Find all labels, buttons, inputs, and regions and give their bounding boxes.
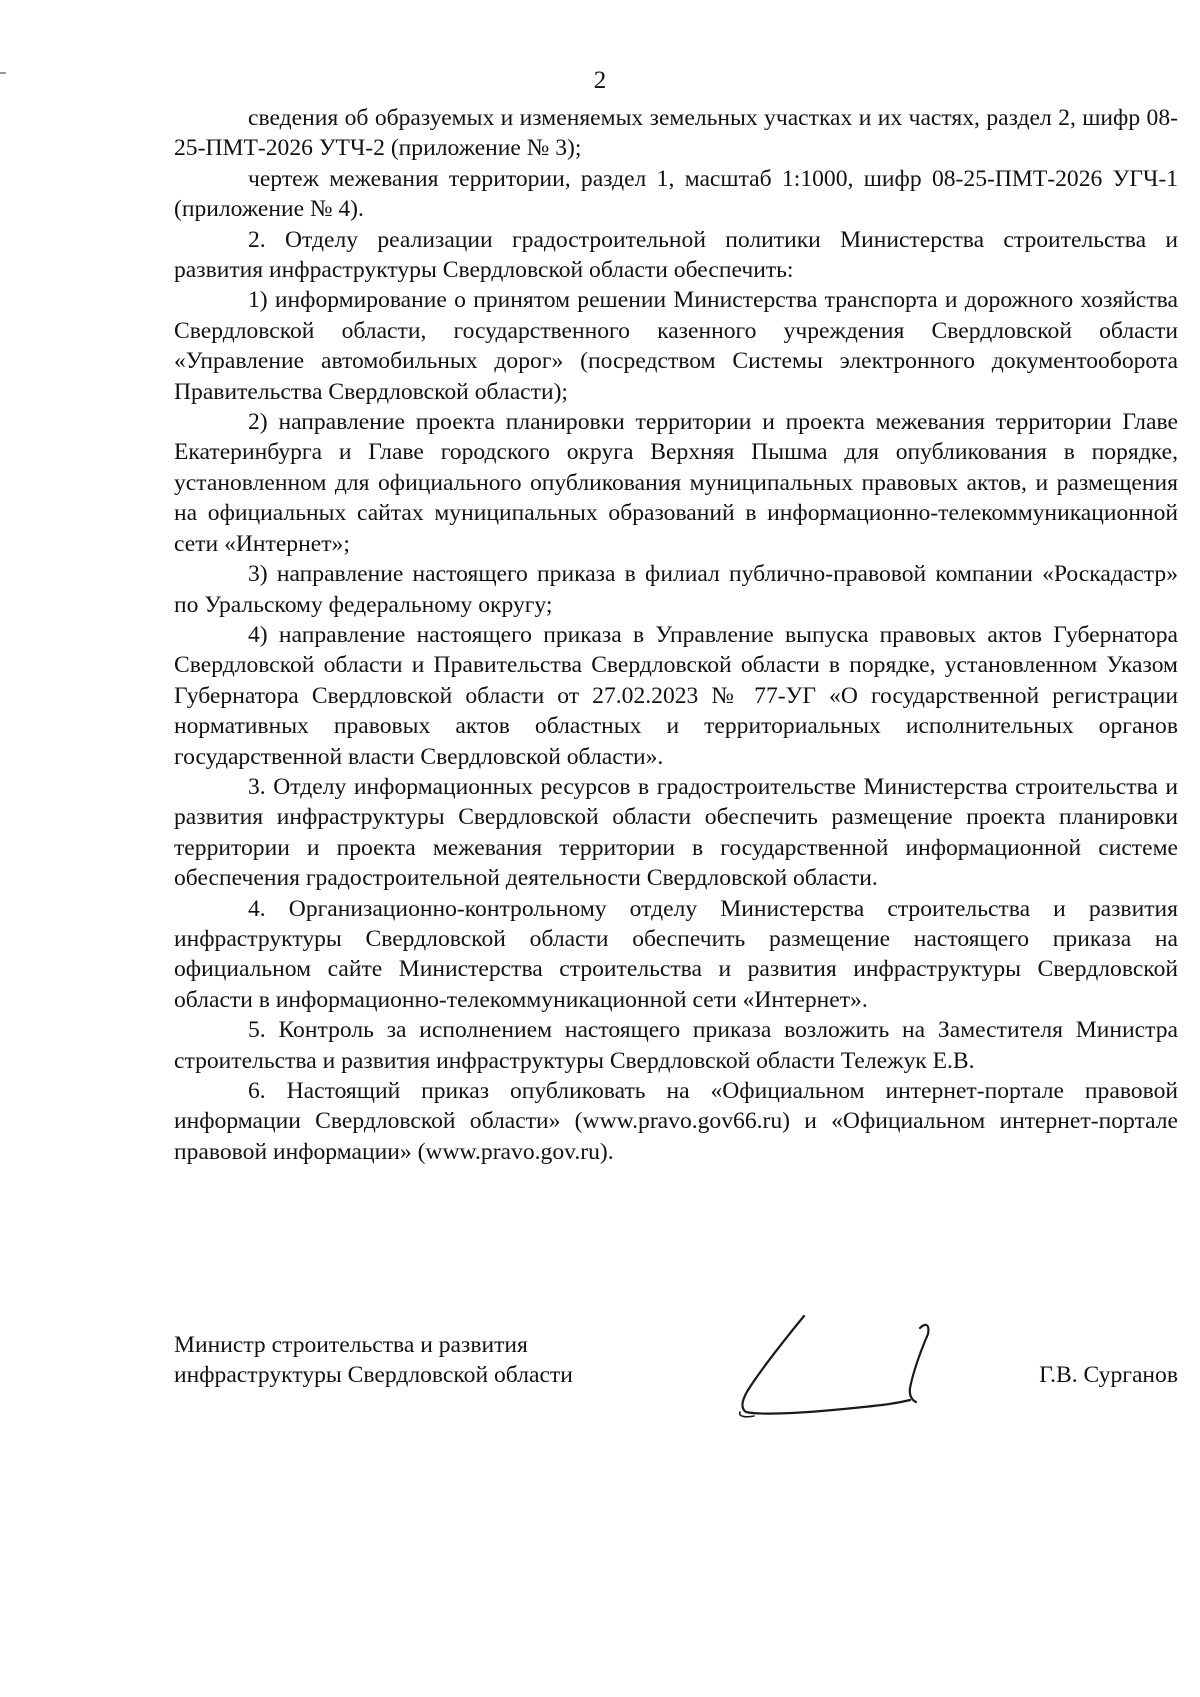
paragraph-item-2-4: 4) направление настоящего приказа в Управление выпуска правовых актов Губернатора Свердловской области и Правительства Свердловской области в порядке, установленном Указом Губернатора Свердловской области от 27.02.2023 № 77-УГ «О государственной регистрации нормативных правовых актов областных и территориальных исполнительных органов государственной власти Свердловской области». [174,621,1178,770]
document-body [174,103,1178,1167]
paragraph-item-2-1: 1) информирование о принятом решении Министерства транспорта и дорожного хозяйства Свердловской области, государственного казенного учреждения Свердловской области «Управление автомобильных дорог» (посредством Системы электронного документооборота Правительства Свердловской области); [174,287,1178,405]
signatory-position [174,1330,674,1391]
signatory-name: Г.В. Сурганов [1039,1362,1178,1388]
paragraph-annex-4: чертеж межевания территории, раздел 1, масштаб 1:1000, шифр 08-25-ПМТ-2026 УГЧ-1 (приложение № 4). [174,165,1178,223]
paragraph-item-5: 5. Контроль за исполнением настоящего приказа возложить на Заместителя Министра строительства и развития инфраструктуры Свердловской области Тележук Е.В. [174,1017,1178,1074]
page-number: 2 [593,67,607,94]
paragraph-item-6: 6. Настоящий приказ опубликовать на «Официальном интернет-портале правовой информации Свердловской области» (www.pravo.gov66.ru) и «Официальном интернет-портале правовой информации» (www.pravo.gov.ru). [174,1078,1178,1165]
paragraph-item-2: 2. Отделу реализации градостроительной политики Министерства строительства и развития инфраструктуры Свердловской области обеспечить: [174,226,1178,284]
paragraph-item-3: 3. Отделу информационных ресурсов в градостроительстве Министерства строительства и развития инфраструктуры Свердловской области обеспечить размещение проекта планировки территории и проекта межевания территории в государственной информационной системе обеспечения градостроительной деятельности Свердловской области. [174,773,1178,892]
signatory-position-line2: инфраструктуры Свердловской области [174,1362,573,1389]
paragraph-annex-3: сведения об образуемых и изменяемых земельных участках и их частях, раздел 2, шифр 08-25-ПМТ-2026 УТЧ-2 (приложение № 3); [174,105,1178,162]
paragraph-item-4: 4. Организационно-контрольному отделу Министерства строительства и развития инфраструктуры Свердловской области обеспечить размещение настоящего приказа на официальном сайте Министерства строительства и развития инфраструктуры Свердловской области в информационно-телекоммуникационной сети «Интернет». [174,895,1178,1013]
handwritten-signature [734,1308,964,1428]
signature-block [174,1330,1178,1440]
paragraph-item-2-3: 3) направление настоящего приказа в филиал публично-правовой компании «Роскадастр» по Уральскому федеральному округу; [174,561,1178,618]
paragraph-item-2-2: 2) направление проекта планировки территории и проекта межевания территории Главе Екатеринбурга и Главе городского округа Верхняя Пышма для опубликования в порядке, установленном для официального опубликования муниципальных правовых актов, и размещения на официальных сайтах муниципальных образований в информационно-телекоммуникационной сети «Интернет»; [174,409,1178,557]
signatory-position-line1: Министр строительства и развития [174,1332,528,1358]
